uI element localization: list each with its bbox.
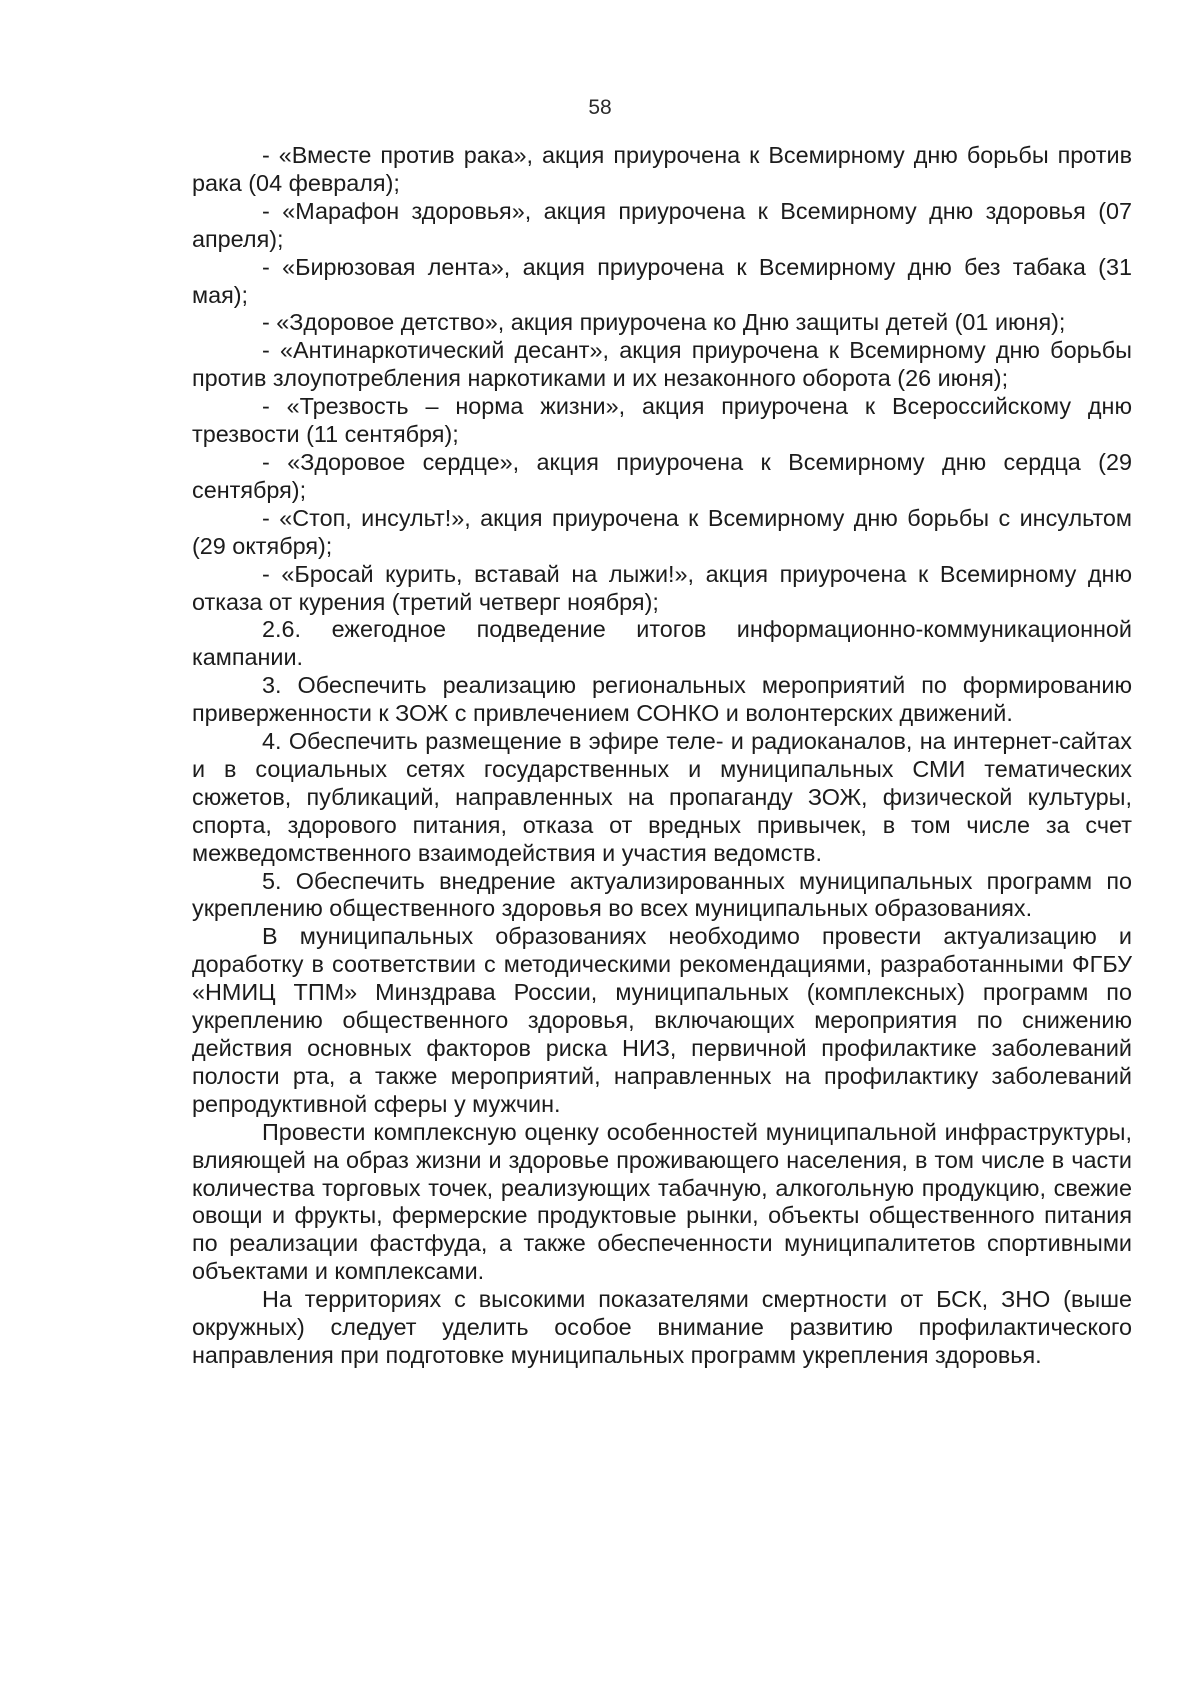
document-body [192, 142, 1132, 1370]
list-item-action-antidrug: - «Антинаркотический десант», акция приурочена к Всемирному дню борьбы против злоупотребления наркотиками и их незаконного оборота (26 июня); [192, 337, 1132, 392]
paragraph-5: 5. Обеспечить внедрение актуализированных муниципальных программ по укреплению общественного здоровья во всех муниципальных образованиях. [192, 867, 1132, 922]
list-item-action-healthy-childhood: - «Здоровое детство», акция приурочена ко Дню защиты детей (01 июня); [262, 309, 1066, 336]
paragraph-3: 3. Обеспечить реализацию региональных мероприятий по формированию приверженности к ЗОЖ с привлечением СОНКО и волонтерских движений. [192, 672, 1132, 727]
list-item-action-stop-stroke: - «Стоп, инсульт!», акция приурочена к Всемирному дню борьбы с инсультом (29 октября); [192, 504, 1132, 559]
list-item-action-sobriety: - «Трезвость – норма жизни», акция приурочена к Всероссийскому дню трезвости (11 сентября); [192, 393, 1132, 448]
paragraph-high-mortality-territories: На территориях с высокими показателями смертности от БСК, ЗНО (выше окружных) следует уделить особое внимание развитию профилактического направления при подготовке муниципальных программ укрепления здоровья. [192, 1286, 1132, 1368]
paragraph-2-6: 2.6. ежегодное подведение итогов информационно-коммуникационной кампании. [192, 616, 1132, 671]
list-item-action-healthy-heart: - «Здоровое сердце», акция приурочена к Всемирному дню сердца (29 сентября); [192, 448, 1132, 503]
list-item-action-health-marathon: - «Марафон здоровья», акция приурочена к Всемирному дню здоровья (07 апреля); [192, 197, 1132, 252]
page-number: 58 [588, 96, 612, 119]
paragraph-infrastructure-assessment: Провести комплексную оценку особенностей муниципальной инфраструктуры, влияющей на образ жизни и здоровье проживающего населения, в том числе в части количества торговых точек, реализующих табачную, алкогольную продукцию, свежие овощи и фрукты, фермерские продуктовые рынки, объекты общественного питания по реализации фастфуда, а также обеспеченности муниципалитетов спортивными объектами и комплексами. [192, 1118, 1132, 1285]
paragraph-municipal-programs: В муниципальных образованиях необходимо провести актуализацию и доработку в соответствии с методическими рекомендациями, разработанными ФГБУ «НМИЦ ТПМ» Минздрава России, муниципальных (комплексных) программ по укреплению общественного здоровья, включающих мероприятия по снижению действия основных факторов риска НИЗ, первичной профилактике заболеваний полости рта, а также мероприятий, направленных на профилактику заболеваний репродуктивной сферы у мужчин. [192, 923, 1132, 1117]
paragraph-4: 4. Обеспечить размещение в эфире теле- и радиоканалов, на интернет-сайтах и в социальных сетях государственных и муниципальных СМИ тематических сюжетов, публикаций, направленных на пропаганду ЗОЖ, физической культуры, спорта, здорового питания, отказа от вредных привычек, в том числе за счет межведомственного взаимодействия и участия ведомств. [192, 728, 1132, 866]
list-item-action-cancer: - «Вместе против рака», акция приурочена к Всемирному дню борьбы против рака (04 февраля); [192, 142, 1132, 196]
list-item-action-turquoise-ribbon: - «Бирюзовая лента», акция приурочена к Всемирному дню без табака (31 мая); [192, 253, 1132, 308]
list-item-action-quit-smoking: - «Бросай курить, вставай на лыжи!», акция приурочена к Всемирному дню отказа от курения (третий четверг ноября); [192, 560, 1132, 615]
